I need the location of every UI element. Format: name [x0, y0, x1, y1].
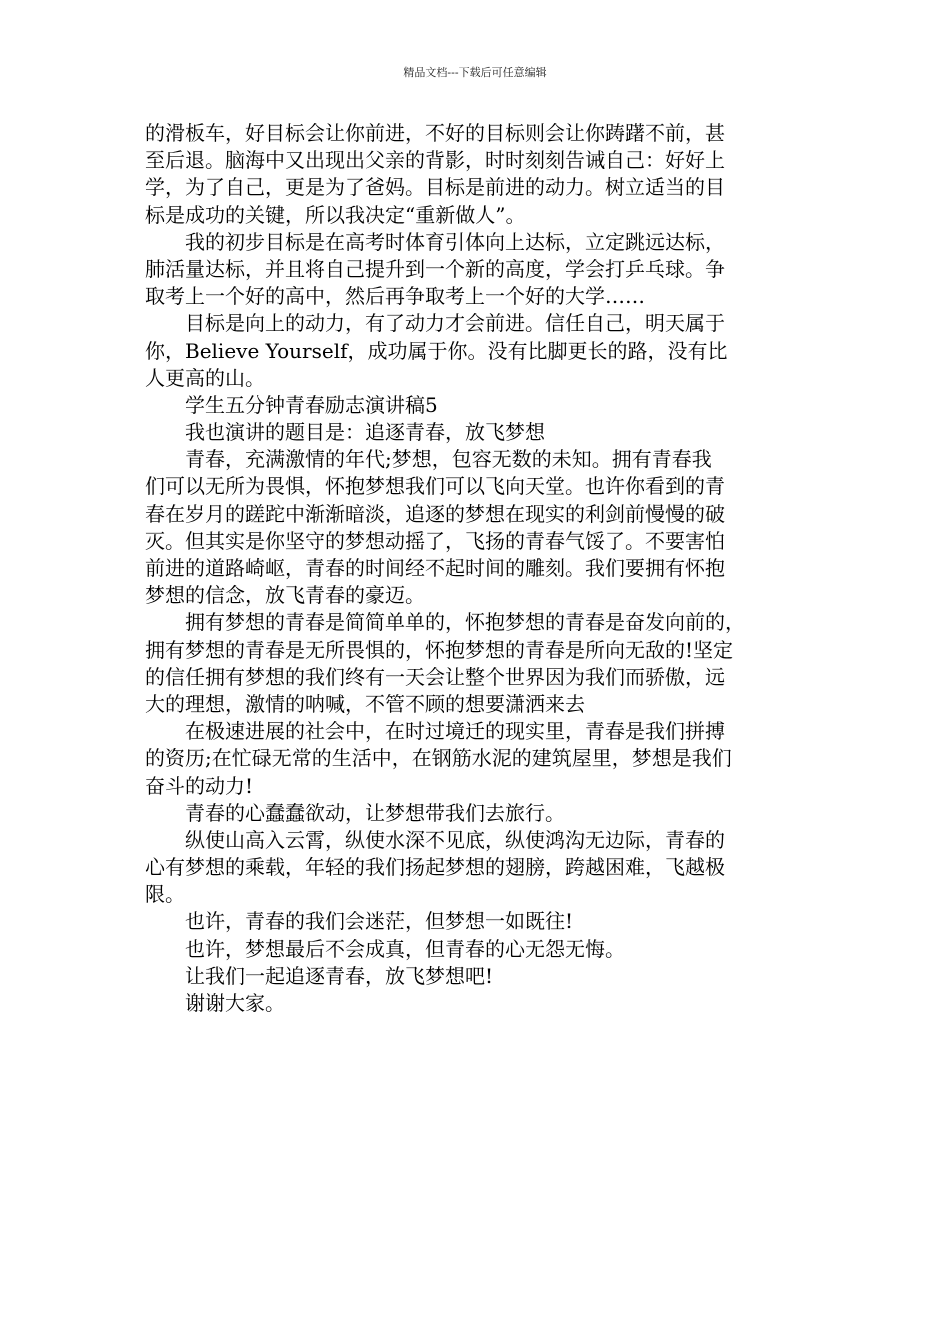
text-line: 标是成功的关键，所以我决定“重新做人”。	[145, 202, 526, 227]
text-line: 人更高的山。	[145, 365, 265, 390]
text-line: 前进的道路崎岖，青春的时间经不起时间的雕刻。我们要拥有怀抱	[145, 556, 725, 580]
text-line: 的滑板车，好目标会让你前进，不好的目标则会让你踌躇不前，甚	[145, 121, 725, 145]
text-line: 在极速进展的社会中，在时过境迁的现实里，青春是我们拼搏	[145, 719, 725, 744]
text-line: 心有梦想的乘载，年轻的我们扬起梦想的翅膀，跨越困难，飞越极	[145, 855, 725, 880]
text-line: 春在岁月的蹉跎中渐渐暗淡，追逐的梦想在现实的利剑前慢慢的破	[145, 501, 725, 526]
text-line: 目标是向上的动力，有了动力才会前进。信任自己，明天属于	[145, 311, 725, 336]
text-line: 取考上一个好的高中，然后再争取考上一个好的大学……	[145, 284, 645, 309]
text-line: 拥有梦想的青春是简简单单的，怀抱梦想的青春是奋发向前的，	[145, 610, 745, 635]
text-line: 纵使山高入云霄，纵使水深不见底，纵使鸿沟无边际，青春的	[145, 827, 725, 852]
text-line: 拥有梦想的青春是无所畏惧的，怀抱梦想的青春是所向无敌的!坚定	[145, 637, 734, 662]
text-line: 的资历;在忙碌无常的生活中，在钢筋水泥的建筑屋里，梦想是我们	[145, 746, 732, 771]
speech-topic: 我也演讲的题目是：追逐青春，放飞梦想	[145, 420, 545, 445]
text-line: 灭。但其实是你坚守的梦想动摇了，飞扬的青春气馁了。不要害怕	[145, 528, 725, 553]
text-line: 限。	[145, 882, 185, 907]
text-line: 你，Believe Yourself，成功属于你。没有比脚更长的路，没有比	[145, 338, 728, 363]
text-line: 青春的心蠢蠢欲动，让梦想带我们去旅行。	[145, 800, 565, 825]
text-line: 奋斗的动力!	[145, 773, 254, 798]
text-line: 们可以无所为畏惧，怀抱梦想我们可以飞向天堂。也许你看到的青	[145, 474, 725, 499]
closing-line: 谢谢大家。	[145, 991, 285, 1015]
text-line: 青春，充满激情的年代;梦想，包容无数的未知。拥有青春我	[145, 447, 712, 472]
text-line: 让我们一起追逐青春，放飞梦想吧!	[145, 963, 494, 988]
text-line: 的信任拥有梦想的我们终有一天会让整个世界因为我们而骄傲，远	[145, 664, 725, 689]
text-line: 也许，梦想最后不会成真，但青春的心无怨无悔。	[145, 936, 625, 961]
text-line: 至后退。脑海中又出现出父亲的背影，时时刻刻告诫自己：好好上	[145, 148, 725, 173]
document-body	[145, 120, 810, 1017]
text-line: 我的初步目标是在高考时体育引体向上达标，立定跳远达标，	[145, 229, 725, 254]
section-title: 学生五分钟青春励志演讲稿5	[145, 392, 438, 417]
text-line: 肺活量达标，并且将自己提升到一个新的高度，学会打乒乓球。争	[145, 256, 725, 281]
text-line: 梦想的信念，放飞青春的豪迈。	[145, 583, 425, 608]
text-line: 也许，青春的我们会迷茫，但梦想一如既往!	[145, 909, 574, 934]
page-header: 精品文档---下载后可任意编辑	[403, 66, 547, 79]
text-line: 大的理想，激情的呐喊，不管不顾的想要潇洒来去	[145, 691, 585, 716]
text-line: 学，为了自己，更是为了爸妈。目标是前进的动力。树立适当的目	[145, 175, 725, 200]
